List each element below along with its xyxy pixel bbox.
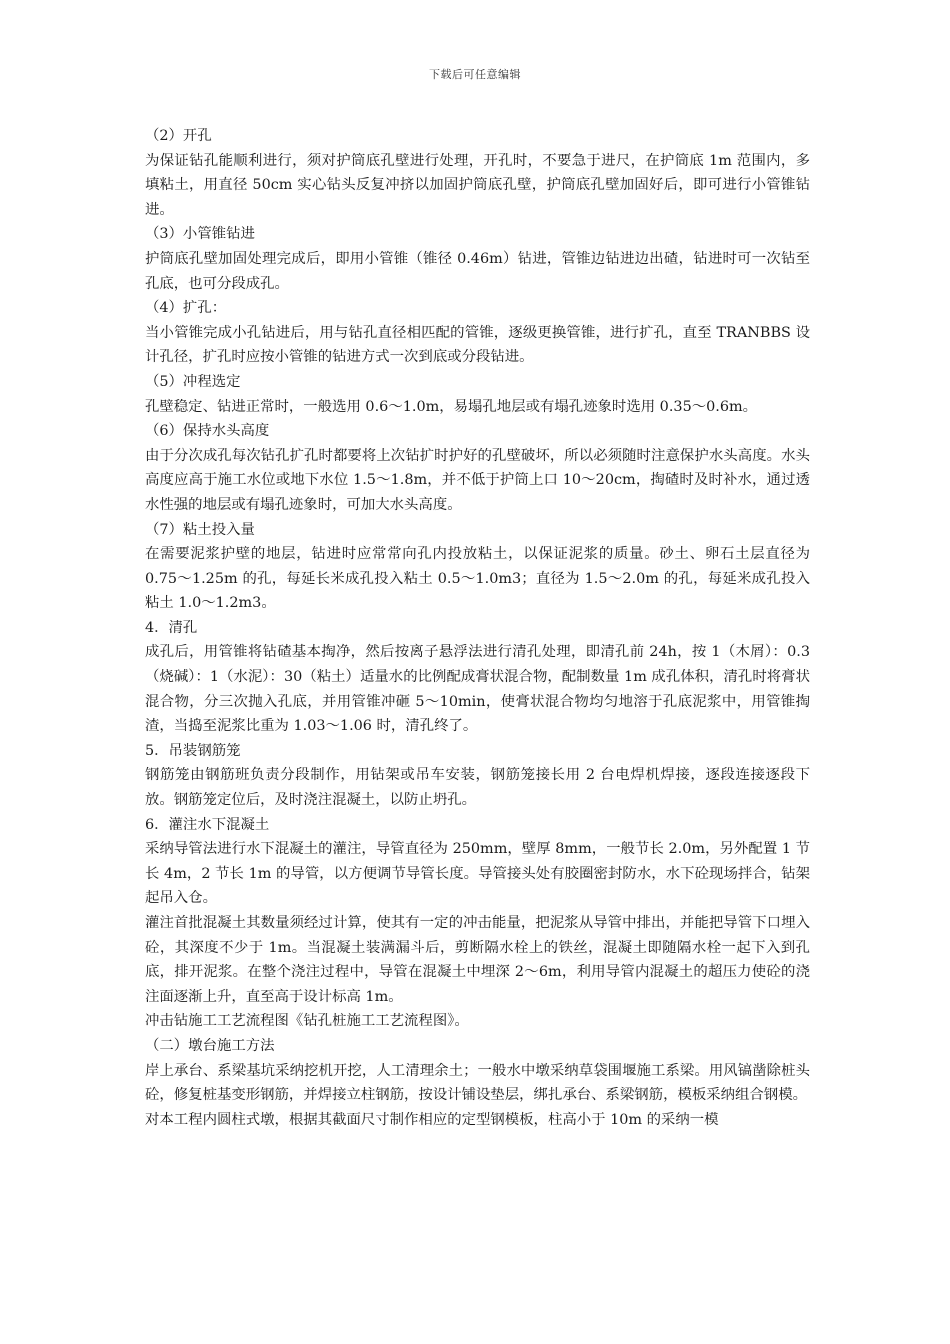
paragraph: 孔壁稳定、钻进正常时，一般选用 0.6～1.0m，易塌孔地层或有塌孔迹象时选用 0.35～0.6m。 [145, 398, 758, 415]
paragraph: 在需要泥浆护壁的地层，钻进时应常常向孔内投放粘土，以保证泥浆的质量。砂土、卵石土层直径为 0.75～1.25m 的孔，每延长米成孔投入粘土 0.5～1.0m3；直径为 1.5～2.0m 的孔，每延米成孔投入粘土 1.0～1.2m3。 [145, 546, 810, 612]
heading-duntai: （二）墩台施工方法 [145, 1037, 275, 1054]
paragraph: 为保证钻孔能顺利进行，须对护筒底孔壁进行处理，开孔时，不要急于进尺，在护筒底 1m 范围内，多填粘土，用直径 50cm 实心钻头反复冲挤以加固护筒底孔壁，护筒底孔壁加固好后，即可进行小管锥钻进。 [145, 152, 810, 218]
heading-chongcheng: （5）冲程选定 [145, 373, 241, 390]
paragraph: 冲击钻施工工艺流程图《钻孔桩施工工艺流程图》。 [145, 1013, 469, 1030]
paragraph: 岸上承台、系梁基坑采纳挖机开挖，人工清理余土；一般水中墩采纳草袋围堰施工系梁。用风镐凿除桩头砼，修复桩基变形钢筋，并焊接立柱钢筋，按设计铺设垫层，绑扎承台、系梁钢筋，模板采纳组合钢模。 [145, 1062, 810, 1104]
heading-niantu: （7）粘土投入量 [145, 521, 255, 538]
heading-shuitou: （6）保持水头高度 [145, 423, 270, 440]
page-header: 下载后可任意编辑 [429, 68, 521, 81]
heading-xiaoguanzhui: （3）小管锥钻进 [145, 226, 255, 243]
paragraph: 灌注首批混凝土其数量须经过计算，使其有一定的冲击能量，把泥浆从导管中排出，并能把导管下口埋入砼，其深度不少于 1m。当混凝土装满漏斗后，剪断隔水栓上的铁丝，混凝土即随隔水栓一起下入到孔底，排开泥浆。在整个浇注过程中，导管在混凝土中埋深 2～6m，利用导管内混凝土的超压力使砼的浇注面逐渐上升，直至高于设计标高 1m。 [145, 915, 810, 1005]
paragraph: 由于分次成孔每次钻孔扩孔时都要将上次钻扩时护好的孔壁破坏，所以必须随时注意保护水头高度。水头高度应高于施工水位或地下水位 1.5～1.8m，并不低于护筒上口 10～20cm，掏碴时及时补水，通过透水性强的地层或有塌孔迹象时，可加大水头高度。 [145, 447, 810, 513]
paragraph: 对本工程内圆柱式墩，根据其截面尺寸制作相应的定型钢模板，柱高小于 10m 的采纳一模 [145, 1111, 719, 1128]
heading-guanzhu: 6．灌注水下混凝土 [145, 816, 270, 833]
heading-kaikong: （2）开孔 [145, 128, 212, 144]
paragraph: 采纳导管法进行水下混凝土的灌注，导管直径为 250mm，壁厚 8mm，一般节长 2.0m，另外配置 1 节长 4m，2 节长 1m 的导管，以方便调节导管长度。导管接头处有胶圈密封防水，水下砼现场拌合，钻架起吊入仓。 [145, 841, 810, 907]
paragraph: 成孔后，用管锥将钻碴基本掏净，然后按离子悬浮法进行清孔处理，即清孔前 24h，按 1（木屑）：0.3（烧碱）：1（水泥）：30（粘土）适量水的比例配成膏状混合物，配制数量 1m 成孔体积，清孔时将膏状混合物，分三次抛入孔底，并用管锥冲砸 5～10min，使膏状混合物均匀地溶于孔底泥浆中，用管锥掏渣，当捣至泥浆比重为 1.03～1.06 时，清孔终了。 [145, 644, 810, 735]
paragraph: 护筒底孔壁加固处理完成后，即用小管锥（锥径 0.46m）钻进，管锥边钻进边出碴，钻进时可一次钻至孔底，也可分段成孔。 [145, 250, 810, 292]
heading-qingkong: 4．清孔 [145, 619, 198, 636]
document-body [145, 124, 810, 1132]
heading-gangjinlong: 5．吊装钢筋笼 [145, 742, 241, 759]
paragraph: 当小管锥完成小孔钻进后，用与钻孔直径相匹配的管锥，逐级更换管锥，进行扩孔，直至 TRANBBS 设计孔径，扩孔时应按小管锥的钻进方式一次到底或分段钻进。 [145, 324, 810, 366]
heading-kuokong: （4）扩孔： [145, 300, 227, 317]
paragraph: 钢筋笼由钢筋班负责分段制作，用钻架或吊车安装，钢筋笼接长用 2 台电焊机焊接，逐段连接逐段下放。钢筋笼定位后，及时浇注混凝土，以防止坍孔。 [145, 767, 810, 809]
